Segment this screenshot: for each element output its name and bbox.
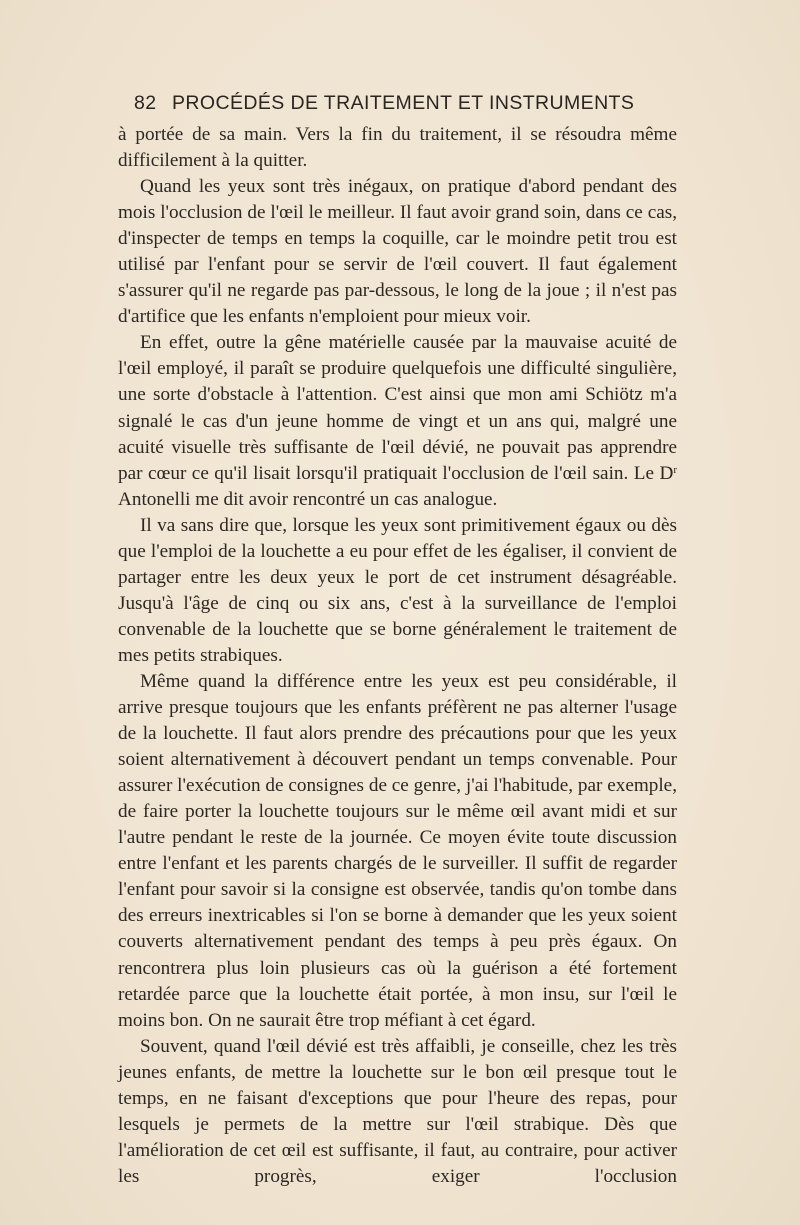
paragraph-3-text-b: Antonelli me dit avoir rencontré un cas analogue.	[118, 488, 498, 510]
paragraph-5: Même quand la différence entre les yeux est peu considérable, il arrive presque toujours que les enfants préfèrent ne pas alterner l'usage de la louchette. Il faut alors prendre des précautions pour que les yeux soient alternativement à découvert pendant un temps convenable. Pour assurer l'exécution de consignes de ce genre, j'ai l'habitude, par exemple, de faire porter la louchette toujours sur le même œil avant midi et sur l'autre pendant le reste de la journée. Ce moyen évite toute discussion entre l'enfant et les parents chargés de le surveiller. Il suffit de regarder l'enfant pour savoir si la consigne est observée, tandis qu'on tombe dans des erreurs inextricables si l'on se borne à demander que les yeux soient couverts alternativement pendant des temps à peu près égaux. On rencontrera plus loin plusieurs cas où la guérison a été fortement retardée parce que la louchette était portée, à mon insu, sur l'œil le moins bon. On ne saurait être trop méfiant à cet égard.	[118, 670, 677, 1031]
page-number: 82	[134, 92, 157, 114]
body-text	[118, 122, 677, 1190]
doctor-abbrev-superscript: r	[673, 463, 677, 476]
paragraph-3-text-a: En effet, outre la gêne matérielle causée par la mauvaise acuité de l'œil employé, il paraît se produire quelquefois une difficulté singulière, une sorte d'obstacle à l'attention. C'est ainsi que mon ami Schiötz m'a signalé le cas d'un jeune homme de vingt et un ans qui, malgré une acuité visuelle très suffisante de l'œil dévié, ne pouvait pas apprendre par cœur ce qu'il lisait lorsqu'il pratiquait l'occlusion de l'œil sain. Le D	[118, 332, 677, 484]
paragraph-2: Quand les yeux sont très inégaux, on pratique d'abord pendant des mois l'occlusion de l'œil le meilleur. Il faut avoir grand soin, dans ce cas, d'inspecter de temps en temps la coquille, car le moindre petit trou est utilisé par l'enfant pour se servir de l'œil couvert. Il faut également s'assurer qu'il ne regarde pas par-dessous, le long de la joue ; il n'est pas d'artifice que les enfants n'emploient pour mieux voir.	[118, 176, 677, 328]
paragraph-6: Souvent, quand l'œil dévié est très affaibli, je conseille, chez les très jeunes enfants, de mettre la louchette sur le bon œil presque tout le temps, en ne faisant d'exceptions que pour l'heure des repas, pour lesquels je permets de la mettre sur l'œil strabique. Dès que l'amélioration de cet œil est suffisante, il faut, au contraire, pour activer les progrès, exiger l'occlusion	[118, 1035, 677, 1187]
running-title: PROCÉDÉS DE TRAITEMENT ET INSTRUMENTS	[172, 92, 635, 114]
paragraph-1: à portée de sa main. Vers la fin du traitement, il se résoudra même difficilement à la quitter.	[118, 124, 677, 172]
running-header	[134, 92, 679, 122]
paragraph-3	[118, 330, 677, 512]
paragraph-4: Il va sans dire que, lorsque les yeux sont primitivement égaux ou dès que l'emploi de la louchette a eu pour effet de les égaliser, il convient de partager entre les deux yeux le port de cet instrument désagréable. Jusqu'à l'âge de cinq ou six ans, c'est à la surveillance de l'emploi convenable de la louchette que se borne généralement le traitement de mes petits strabiques.	[118, 514, 677, 666]
